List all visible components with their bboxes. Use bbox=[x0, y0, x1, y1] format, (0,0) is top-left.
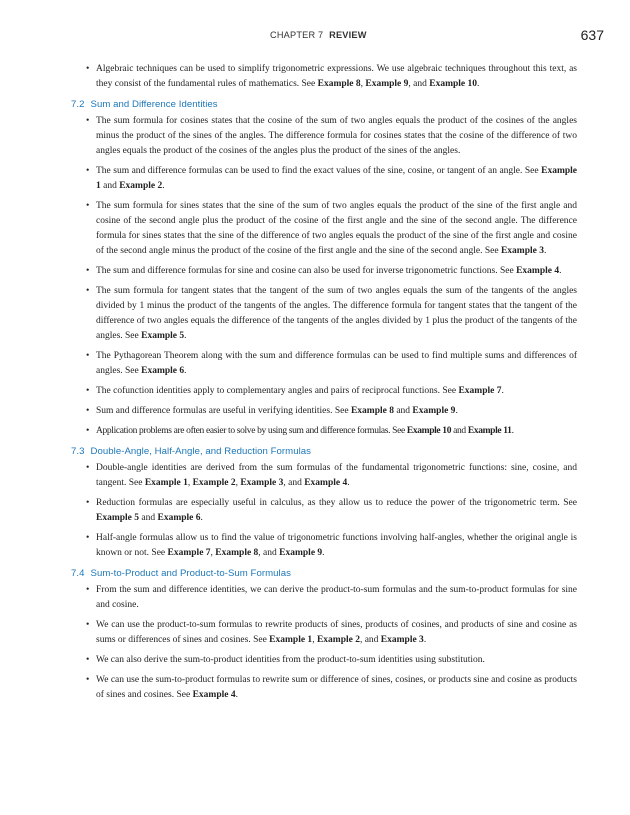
section-title: Double-Angle, Half-Angle, and Reduction Formulas bbox=[90, 446, 312, 457]
section-heading bbox=[71, 568, 577, 579]
bullet-text: Reduction formulas are especially useful in calculus, as they allow us to reduce the power of the trigonometric term. See bbox=[96, 498, 577, 508]
bullet-item bbox=[67, 384, 577, 399]
example-reference: Example 10 bbox=[429, 79, 477, 89]
section-number: 7.3 bbox=[71, 446, 85, 457]
example-reference: Example 2 bbox=[316, 635, 360, 645]
bullet-text: , bbox=[235, 478, 241, 488]
example-reference: Example 6 bbox=[141, 366, 185, 376]
example-reference: Example 1 bbox=[96, 166, 577, 191]
bullet-text: The sum and difference formulas for sine and cosine can also be used for inverse trigonometric functions. See bbox=[96, 266, 517, 276]
example-reference: Example 10 bbox=[406, 426, 452, 436]
bullet-text: and bbox=[100, 181, 120, 191]
bullet-item bbox=[67, 531, 577, 561]
example-reference: Example 5 bbox=[96, 513, 140, 523]
section-7-3 bbox=[67, 446, 577, 561]
bullet-text: , and bbox=[359, 635, 381, 645]
example-reference: Example 1 bbox=[144, 478, 188, 488]
review-content bbox=[67, 62, 577, 708]
bullet-list bbox=[67, 114, 577, 439]
bullet-list bbox=[67, 461, 577, 561]
example-reference: Example 9 bbox=[412, 406, 456, 416]
bullet-item bbox=[67, 284, 577, 344]
bullet-text: . bbox=[477, 79, 480, 89]
page-number: 637 bbox=[580, 27, 604, 43]
section-7-2 bbox=[67, 99, 577, 439]
bullet-text: . bbox=[511, 426, 514, 436]
bullet-item bbox=[67, 349, 577, 379]
bullet-text: The sum formula for sines states that the sine of the sum of two angles equals the product of the sine of the first angle and cosine of the second angle plus the product of the cosine of the first angle and the sine of the second angle. The difference formula for sines states that the sine of the difference of two angles equals the product of the sine of the first angle and cosine of the second angle minus the product of the cosine of the first angle and the sine of the second angle. See bbox=[96, 201, 577, 256]
bullet-text: , bbox=[312, 635, 317, 645]
bullet-text: , and bbox=[283, 478, 305, 488]
bullet-text: , and bbox=[408, 79, 430, 89]
bullet-text: We can use the product-to-sum formulas to rewrite products of sines, products of cosines, and products of sine and cosine as sums or differences of sines and cosines. See bbox=[96, 620, 577, 645]
bullet-text: Algebraic techniques can be used to simplify trigonometric expressions. We use algebraic techniques throughout this text, as they consist of the fundamental rules of mathematics. See bbox=[96, 64, 577, 89]
bullet-text: Application problems are often easier to solve by using sum and difference formulas. See bbox=[96, 426, 407, 436]
example-reference: Example 4 bbox=[516, 266, 560, 276]
section-title: Sum-to-Product and Product-to-Sum Formulas bbox=[90, 568, 291, 579]
bullet-text: and bbox=[393, 406, 413, 416]
example-reference: Example 8 bbox=[317, 79, 361, 89]
bullet-item bbox=[67, 114, 577, 159]
example-reference: Example 1 bbox=[269, 635, 313, 645]
bullet-text: . bbox=[200, 513, 203, 523]
example-reference: Example 3 bbox=[240, 478, 284, 488]
example-reference: Example 3 bbox=[500, 246, 544, 256]
bullet-text: . bbox=[423, 635, 427, 645]
section-heading bbox=[71, 99, 577, 110]
bullet-item bbox=[67, 199, 577, 259]
bullet-text: and bbox=[139, 513, 158, 523]
bullet-item bbox=[67, 62, 577, 92]
bullet-text: , bbox=[187, 478, 193, 488]
bullet-text: and bbox=[451, 426, 468, 436]
bullet-item bbox=[67, 424, 577, 439]
example-reference: Example 11 bbox=[467, 426, 512, 436]
bullet-list bbox=[67, 583, 577, 703]
bullet-text: , bbox=[360, 79, 366, 89]
example-reference: Example 5 bbox=[141, 331, 185, 341]
bullet-text: Half-angle formulas allow us to find the value of trigonometric functions involving half-angles, whether the original angle is known or not. See bbox=[96, 533, 577, 558]
bullet-text: We can also derive the sum-to-product identities from the product-to-sum identities using substitution. bbox=[96, 655, 485, 665]
bullet-text: Sum and difference formulas are useful in verifying identities. See bbox=[96, 406, 351, 416]
bullet-item bbox=[67, 653, 577, 668]
example-reference: Example 2 bbox=[119, 181, 163, 191]
bullet-text: , and bbox=[258, 548, 280, 558]
bullet-item bbox=[67, 404, 577, 419]
example-reference: Example 4 bbox=[304, 478, 348, 488]
section-heading bbox=[71, 446, 577, 457]
bullet-text: . bbox=[559, 266, 562, 276]
example-reference: Example 2 bbox=[192, 478, 236, 488]
bullet-text: . bbox=[543, 246, 547, 256]
bullet-text: The Pythagorean Theorem along with the sum and difference formulas can be used to find multiple sums and differences of angles. See bbox=[96, 351, 577, 376]
bullet-text: We can use the sum-to-product formulas to rewrite sum or difference of sines, cosines, or products sine and cosine as products of sines and cosines. See bbox=[96, 675, 577, 700]
bullet-item bbox=[67, 264, 577, 279]
bullet-text: From the sum and difference identities, we can derive the product-to-sum formulas and the sum-to-product formulas for sine and cosine. bbox=[96, 585, 577, 610]
review-label: REVIEW bbox=[329, 30, 367, 40]
section-number: 7.4 bbox=[71, 568, 85, 579]
bullet-text: Double-angle identities are derived from the sum formulas of the fundamental trigonometric functions: sine, cosine, and tangent. See bbox=[96, 463, 577, 488]
bullet-text: . bbox=[184, 331, 187, 341]
example-reference: Example 8 bbox=[215, 548, 259, 558]
bullet-item bbox=[67, 583, 577, 613]
bullet-item bbox=[67, 461, 577, 491]
intro-bullet-list bbox=[67, 62, 577, 92]
bullet-item bbox=[67, 164, 577, 194]
bullet-text: . bbox=[322, 548, 325, 558]
section-title: Sum and Difference Identities bbox=[90, 99, 218, 110]
section-number: 7.2 bbox=[71, 99, 85, 110]
bullet-text: . bbox=[455, 406, 458, 416]
example-reference: Example 9 bbox=[365, 79, 409, 89]
bullet-text: The cofunction identities apply to complementary angles and pairs of reciprocal functions. See bbox=[96, 386, 459, 396]
example-reference: Example 7 bbox=[167, 548, 211, 558]
example-reference: Example 8 bbox=[350, 406, 394, 416]
bullet-text: . bbox=[162, 181, 165, 191]
bullet-text: . bbox=[235, 690, 238, 700]
example-reference: Example 4 bbox=[192, 690, 236, 700]
bullet-text: The sum formula for tangent states that the tangent of the sum of two angles equals the sum of the tangents of the angles divided by 1 minus the product of the tangents of the angles. The difference formula for tangent states that the tangent of the difference of two angles equals the difference of the tangents of the angles divided by 1 plus the product of the tangents of the angles. See bbox=[96, 286, 577, 341]
chapter-label: CHAPTER 7 bbox=[270, 30, 324, 40]
bullet-item bbox=[67, 618, 577, 648]
example-reference: Example 3 bbox=[380, 635, 424, 645]
example-reference: Example 9 bbox=[279, 548, 323, 558]
running-head bbox=[270, 30, 367, 40]
bullet-text: . bbox=[184, 366, 187, 376]
example-reference: Example 7 bbox=[458, 386, 502, 396]
bullet-text: The sum formula for cosines states that the cosine of the sum of two angles equals the product of the cosines of the angles minus the product of the sines of the angles. The difference formula for cosines states that the cosine of the difference of two angles equals the product of the cosines of the angles plus the product of the sines of the angles. bbox=[96, 116, 577, 156]
bullet-text: The sum and difference formulas can be used to find the exact values of the sine, cosine, or tangent of an angle. See bbox=[96, 166, 542, 176]
example-reference: Example 6 bbox=[157, 513, 201, 523]
bullet-text: . bbox=[501, 386, 504, 396]
bullet-text: . bbox=[347, 478, 350, 488]
section-7-4 bbox=[67, 568, 577, 703]
bullet-text: , bbox=[210, 548, 216, 558]
page-header bbox=[0, 27, 630, 47]
bullet-item bbox=[67, 496, 577, 526]
bullet-item bbox=[67, 673, 577, 703]
